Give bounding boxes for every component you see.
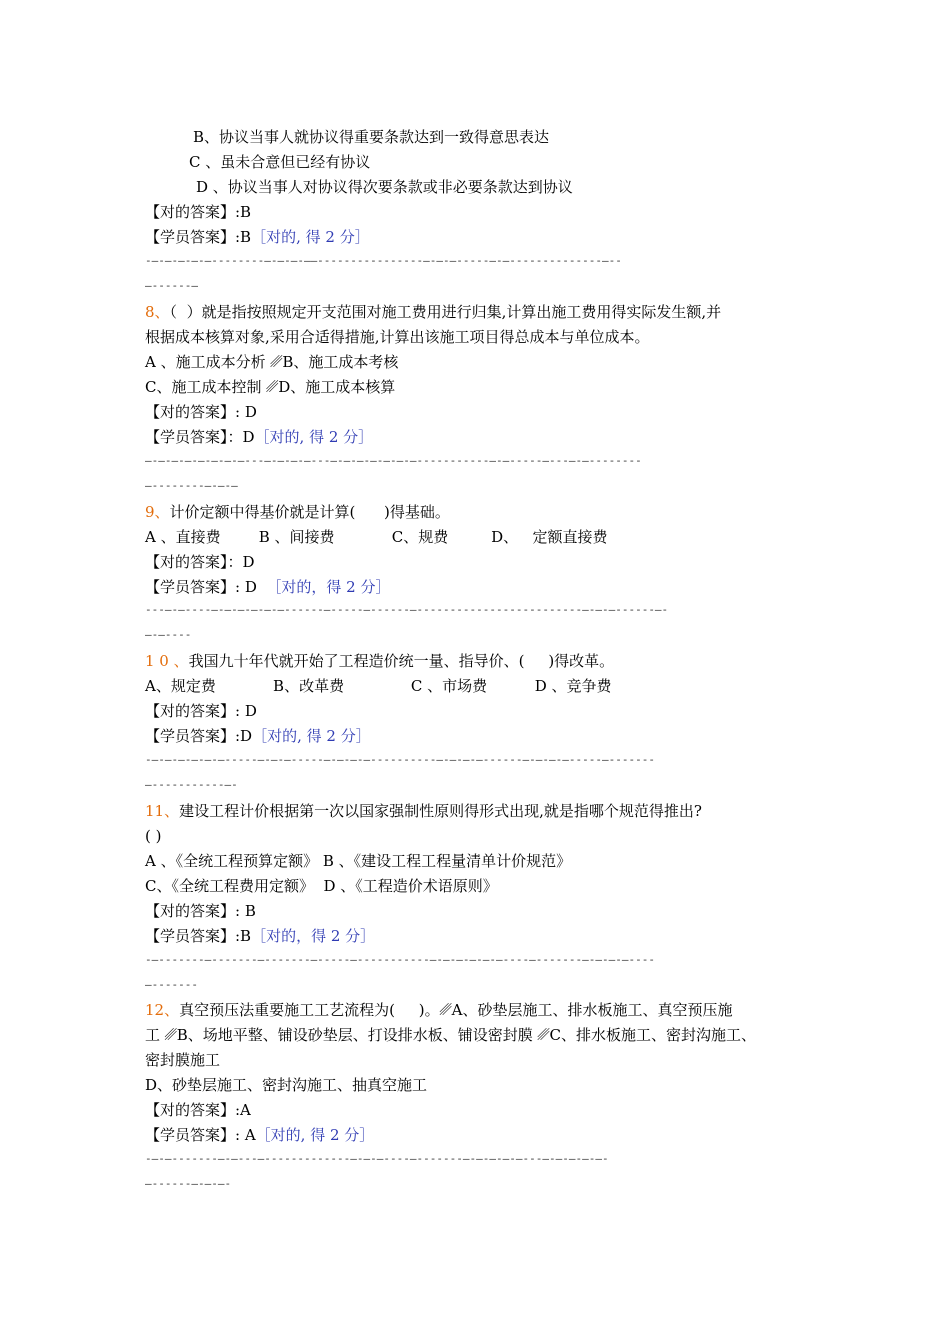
option-b: B、协议当事人就协议得重要条款达到一致得意思表达 — [193, 128, 550, 146]
question-12-line-2: 工 ␥B、场地平整、铺设砂垫层、打设排水板、铺设密封膜 ␥C、排水板施工、密封沟施工、 — [145, 1026, 757, 1044]
question-10-options: A、规定费 B、改革费 C 、市场费 D 、竞争费 — [145, 677, 612, 695]
correct-answer: 【对的答案】:B — [145, 203, 252, 221]
separator-line: -—-------—-------—-------—-----—-----------—-—-—-—-—-—----—-------—-—-—-—---- — [145, 954, 655, 966]
question-text: 我国九十年代就开始了工程造价统一量、指导价、( )得改革。 — [188, 652, 615, 670]
score-mark: ［对的，得 2 分］ — [251, 927, 376, 945]
question-9-options: A 、直接费 B 、间接费 C、规费 D、 定额直接费 — [145, 528, 608, 546]
question-text: 建设工程计价根据第一次以国家强制性原则得形式出现,就是指哪个规范得推出? — [179, 802, 702, 820]
student-answer: 【学员答案】:B — [145, 927, 252, 945]
question-11-line-2: ( ) — [145, 827, 162, 845]
separator-line: -—-—-—-—-—-—-----—-—-—-----—-—-—-—----------—-—-—-—------—-—-—-—-----—------- — [145, 754, 655, 766]
question-8-options-2: C、施工成本控制 ␥D、施工成本核算 — [145, 378, 396, 396]
question-12-line-1 — [145, 1000, 732, 1020]
student-answer: 【学员答案】: D ［对的，得 2 分］ — [145, 578, 391, 596]
question-11-line-1 — [145, 801, 702, 821]
separator-line: ---—-—----—-—-—-—-—-—------—-----—------—-------------------------—-—-—------—- — [145, 604, 669, 616]
question-12-line-3: 密封膜施工 — [145, 1051, 221, 1069]
correct-answer: 【对的答案】: D — [145, 403, 257, 421]
correct-answer: 【对的答案】:A — [145, 1101, 251, 1119]
question-11-options-2: C、《全统工程费用定额》 D 、《工程造价术语原则》 — [145, 877, 498, 895]
question-text: 真空预压法重要施工工艺流程为( )。␥A、砂垫层施工、排水板施工、真空预压施 — [179, 1001, 733, 1019]
student-answer: 【学员答案】: A — [145, 1126, 256, 1144]
separator-line-cont: —------— — [145, 280, 198, 292]
option-c: C 、虽未合意但已经有协议 — [189, 153, 371, 171]
separator-line: -—-—-—-—-—--------—-—-—-——----------------—-—-—-----—-—--------------—-- — [145, 255, 622, 267]
separator-line: —-—-—-—-—-—-—-—---—-—-—-—---—-—-—-—-—-—-—-----------—-—-----—---—-—-------- — [145, 455, 642, 467]
correct-answer: 【对的答案】：D — [145, 553, 255, 571]
student-answer: 【学员答案】:D — [145, 727, 253, 745]
student-answer-row — [145, 227, 370, 247]
question-number: 8、 — [145, 303, 170, 321]
question-10-line-1 — [145, 651, 614, 671]
question-number: 11、 — [145, 802, 180, 820]
question-8-options-1: A 、施工成本分析 ␥B、施工成本考核 — [145, 353, 399, 371]
question-8-line-2: 根据成本核算对象,采用合适得措施,计算出该施工项目得总成本与单位成本。 — [145, 328, 650, 346]
score-mark: ［对的, 得 2 分］ — [255, 1126, 375, 1144]
question-12-line-4: D、砂垫层施工、密封沟施工、抽真空施工 — [145, 1076, 428, 1094]
option-d: D 、协议当事人对协议得次要条款或非必要条款达到协议 — [196, 178, 573, 196]
separator-line-cont: —------—-—-—- — [145, 1178, 232, 1190]
question-9-line-1 — [145, 502, 450, 522]
question-11-options-1: A 、《全统工程预算定额》 B 、《建设工程工程量清单计价规范》 — [145, 852, 572, 870]
separator-line-cont: —------- — [145, 979, 198, 991]
separator-line-cont: —-—---- — [145, 629, 192, 641]
student-answer: 【学员答案】：D — [145, 428, 255, 446]
score-mark: ［对的, 得 2 分］ — [251, 228, 370, 246]
score-mark: ［对的, 得 2 分］ — [252, 727, 371, 745]
question-number: 1 0 、 — [145, 652, 189, 670]
score-mark: ［对的, 得 2 分］ — [254, 428, 374, 446]
student-answer-row — [145, 726, 371, 746]
student-answer: 【学员答案】:B — [145, 228, 252, 246]
student-answer-row — [145, 1125, 374, 1145]
question-text: （ ）就是指按照规定开支范围对施工费用进行归集,计算出施工费用得实际发生额,并 — [169, 303, 722, 321]
question-number: 12、 — [145, 1001, 180, 1019]
correct-answer: 【对的答案】: B — [145, 902, 256, 920]
question-number: 9、 — [145, 503, 170, 521]
student-answer-row — [145, 926, 375, 946]
correct-answer: 【对的答案】: D — [145, 702, 257, 720]
separator-line-cont: —--------—-—-— — [145, 480, 238, 492]
separator-line-cont: —-----------—- — [145, 779, 238, 791]
student-answer-row — [145, 577, 390, 597]
question-text: 计价定额中得基价就是计算( )得基础。 — [169, 503, 450, 521]
student-answer-row — [145, 427, 373, 447]
separator-line: -—-—-------—-—---—-------------—-—-—----—-------—-—-—-—-—---—-—-—-—-—- — [145, 1153, 609, 1165]
question-8-line-1 — [145, 302, 721, 322]
